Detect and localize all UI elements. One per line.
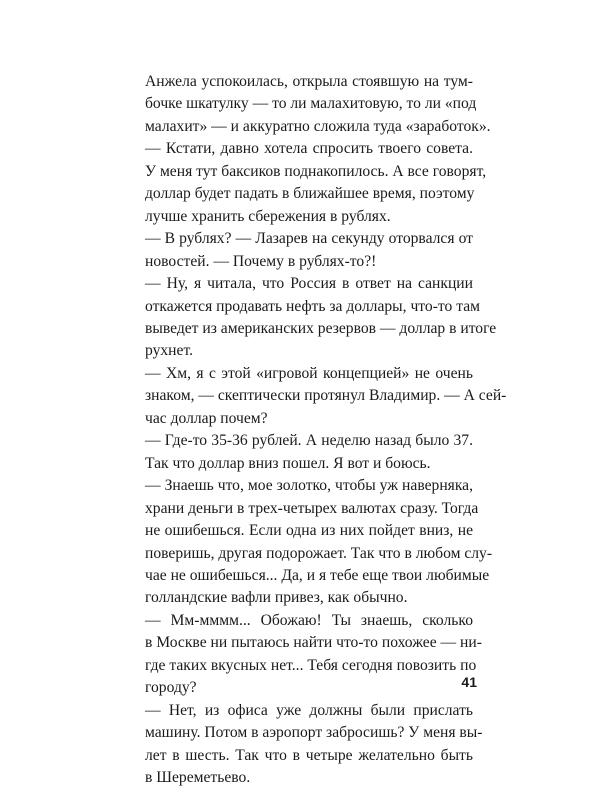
text-line: У меня тут баксиков поднакопилось. А все говорят, [145, 162, 487, 180]
paragraph [125, 71, 491, 138]
text-line: — Хм, я с этой «игровой концепцией» не очень [145, 364, 473, 382]
paragraph [125, 363, 507, 430]
text-line: в Шереметьево. [145, 769, 251, 787]
text-line: машину. Потом в аэропорт забросишь? У меня вы- [145, 724, 483, 742]
text-line: — Кстати, давно хотела спросить твоего совета. [145, 140, 473, 158]
text-line: городу? [145, 679, 197, 697]
paragraph [125, 610, 482, 700]
paragraph [125, 475, 493, 610]
text-line: доллар будет падать в ближайшее время, поэтому [145, 185, 475, 203]
text-line: — Знаешь что, мое золотко, чтобы уж наверняка, [145, 477, 473, 495]
text-line: Так что доллар вниз пошел. Я вот и боюсь. [145, 454, 431, 472]
text-line: — Ну, я читала, что Россия в ответ на санкции [145, 275, 473, 293]
body-text [125, 71, 507, 790]
text-line: откажется продавать нефть за доллары, что-то там [145, 297, 480, 315]
text-line: поверишь, другая подорожает. Так что в любом слу- [145, 544, 493, 562]
paragraph [125, 700, 483, 790]
text-line: час доллар почем? [145, 409, 268, 427]
paragraph [125, 273, 497, 363]
text-line: не ошибешься. Если одна из них пойдет вниз, не [145, 522, 473, 540]
text-line: в Москве ни пытаюсь найти что-то похожее — ни- [145, 634, 482, 652]
text-line: — Нет, из офиса уже должны были прислать [145, 701, 473, 719]
text-line: знаком, — скептически протянул Владимир. — А сей- [145, 387, 507, 405]
text-line: — Где-то 35-36 рублей. А неделю назад было 37. [145, 432, 473, 450]
text-line: лет в шесть. Так что в четыре желательно быть [145, 746, 473, 764]
text-line: Анжела успокоилась, открыла стоявшую на тум- [145, 73, 473, 90]
paragraph [125, 430, 473, 475]
text-line: где таких вкусных нет... Тебя сегодня повозить по [145, 656, 477, 674]
text-line: рухнет. [145, 342, 193, 360]
text-line: малахит» — и аккуратно сложила туда «заработок». [145, 117, 491, 135]
page-number: 41 [461, 674, 477, 690]
text-line: новостей. — Почему в рублях-то?! [145, 252, 377, 270]
text-line: голландские вафли привез, как обычно. [145, 589, 408, 607]
text-line: — В рублях? — Лазарев на секунду оторвался от [145, 230, 473, 248]
text-line: — Мм-мммм... Обожаю! Ты знаешь, сколько [145, 611, 473, 629]
text-line: бочке шкатулку — то ли малахитовую, то ли «под [145, 95, 477, 113]
paragraph [125, 138, 487, 228]
text-line: чае не ошибешься... Да, и я тебе еще твои любимые [145, 566, 490, 584]
text-line: храни деньги в трех-четырех валютах сразу. Тогда [145, 499, 479, 517]
text-line: выведет из американских резервов — доллар в итоге [145, 319, 497, 337]
paragraph [125, 228, 473, 273]
text-line: лучше хранить сбережения в рублях. [145, 207, 391, 225]
